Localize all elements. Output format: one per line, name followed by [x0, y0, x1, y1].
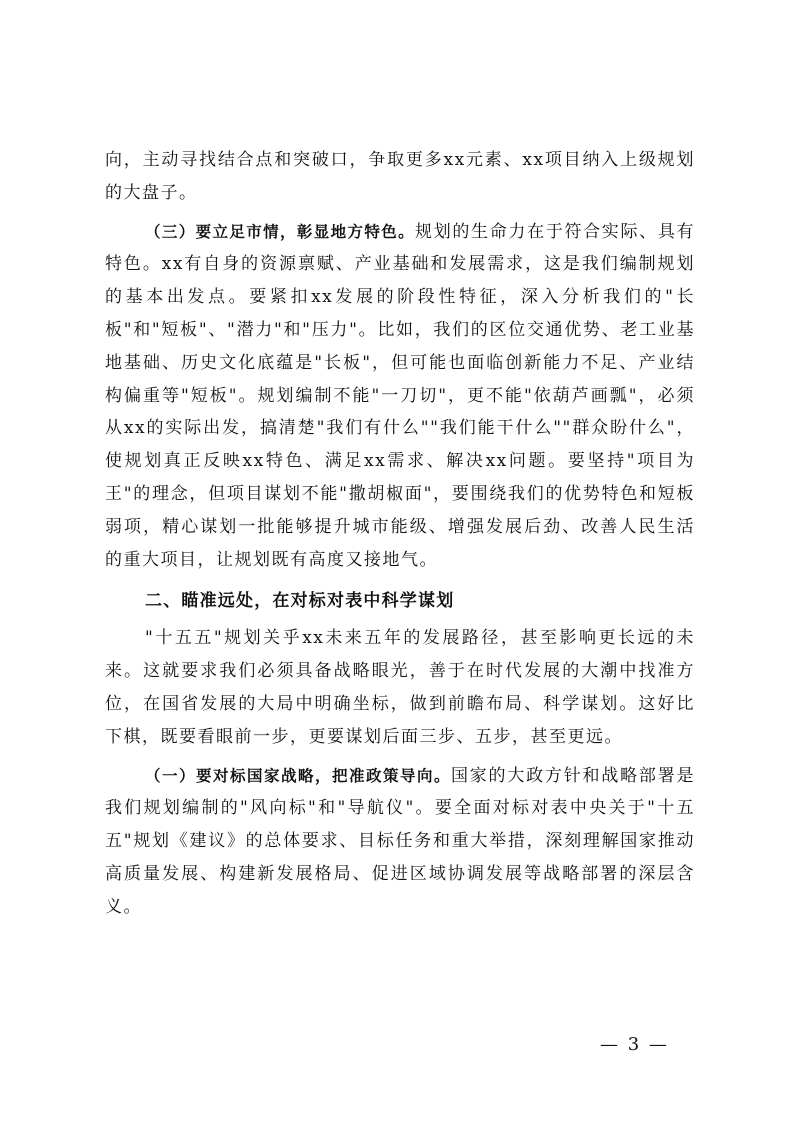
paragraph-lead-heading: （一）要对标国家战略，把准政策导向。 [145, 766, 451, 785]
paragraph-continuation [105, 144, 695, 210]
paragraph-strategic-vision [105, 622, 695, 753]
paragraph-text: 规划的生命力在于符合实际、具有特色。xx有自身的资源禀赋、产业基础和发展需求，这是我们编制规划的基本出发点。要紧扣xx发展的阶段性特征，深入分析我们的"长板"和"短板"、"潜力"和"压力"。比如，我们的区位交通优势、老工业基地基础、历史文化底蕴是"长板"，但可能也面临创新能力不足、产业结构偏重等"短板"。规划编制不能"一刀切"，更不能"依葫芦画瓢"，必须从xx的实际出发，搞清楚"我们有什么""我们能干什么""群众盼什么"，使规划真正反映xx特色、满足xx需求、解决xx问题。要坚持"项目为王"的理念，但项目谋划不能"撒胡椒面"，要围绕我们的优势特色和短板弱项，精心谋划一批能够提升城市能级、增强发展后劲、改善人民生活的重大项目，让规划既有高度又接地气。 [105, 221, 696, 570]
paragraph-local-characteristics [105, 216, 695, 577]
paragraph-national-strategy [105, 760, 695, 924]
page-number: — 3 — [600, 1034, 669, 1055]
paragraph-text: "十五五"规划关乎xx未来五年的发展路径，甚至影响更长远的未来。这就要求我们必须具备战略眼光，善于在时代发展的大潮中找准方位，在国省发展的大局中明确坐标，做到前瞻布局、科学谋划。这好比下棋，既要看眼前一步，更要谋划后面三步、五步，甚至更远。 [105, 628, 695, 747]
section-heading: 二、瞄准远处，在对标对表中科学谋划 [145, 591, 455, 612]
paragraph-lead-heading: （三）要立足市情，彰显地方特色。 [145, 222, 416, 241]
paragraph-text: 国家的大政方针和战略部署是我们规划编制的"风向标"和"导航仪"。要全面对标对表中央关于"十五五"规划《建议》的总体要求、目标任务和重大举措，深刻理解国家推动高质量发展、构建新发展格局、促进区域协调发展等战略部署的深层含义。 [105, 765, 695, 917]
document-body [105, 144, 695, 924]
paragraph-text: 向，主动寻找结合点和突破口，争取更多xx元素、xx项目纳入上级规划的大盘子。 [105, 150, 695, 203]
